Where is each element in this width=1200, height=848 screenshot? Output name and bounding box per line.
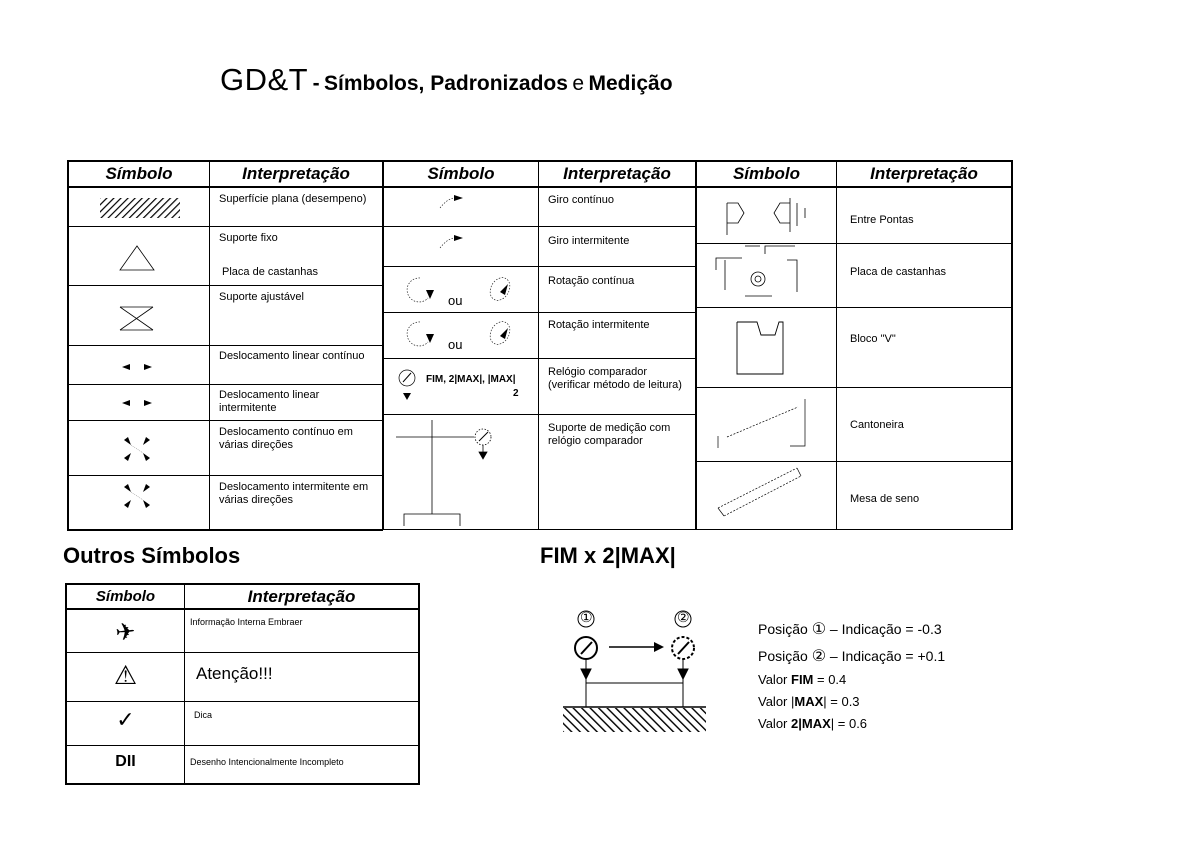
fim-line: Valor FIM = 0.4	[758, 672, 847, 687]
col1-row-text: Placa de castanhas	[222, 266, 319, 278]
col2-row-text: Relógio comparador (verificar método de leitura)	[548, 366, 682, 391]
or-label: ou	[448, 337, 463, 352]
col2-row-text: Rotação intermitente	[548, 319, 650, 331]
col1-header-interp: Interpretação	[242, 164, 350, 183]
airplane-icon: ✈	[114, 618, 137, 647]
other-symbols-heading: Outros Símbolos	[63, 543, 241, 568]
col1-row-text: Suporte ajustável	[219, 291, 304, 303]
dii-symbol: DII	[115, 753, 136, 770]
col1-row-text: Deslocamento linear intermitente	[219, 389, 320, 414]
or-label: ou	[448, 293, 463, 308]
col2-row-text: Suporte de medição com relógio comparador	[548, 422, 671, 447]
check-icon: ✓	[116, 707, 135, 732]
fim-line: Posição ① – Indicação = -0.3	[758, 621, 942, 638]
col2-row-text: Giro intermitente	[548, 235, 630, 247]
page-title: GD&T - Símbolos, Padronizados e Medição	[220, 62, 673, 97]
other-row-text: Desenho Intencionalmente Incompleto	[190, 757, 344, 767]
title-main: GD&T	[220, 62, 309, 97]
col1-row-text: Superfície plana (desempeno)	[219, 193, 367, 205]
fim-heading: FIM x 2|MAX|	[540, 543, 676, 568]
col2-row-text: Rotação contínua	[548, 275, 635, 287]
other-row-text: Atenção!!!	[196, 664, 273, 683]
col3-row-text: Cantoneira	[850, 419, 904, 431]
col3-header-interp: Interpretação	[870, 164, 978, 183]
other-row-text: Informação Interna Embraer	[190, 617, 303, 627]
fim-line: Posição ② – Indicação = +0.1	[758, 648, 946, 665]
col2-header-interp: Interpretação	[563, 164, 671, 183]
col2-row-text: Giro contínuo	[548, 194, 615, 206]
col3-row-text: Bloco "V"	[850, 333, 896, 345]
dial-label-2: 2	[513, 388, 519, 399]
warning-icon: ⚠	[113, 660, 138, 690]
col1-header-symbol: Símbolo	[105, 164, 173, 183]
col1-row-text: Deslocamento contínuo em várias direções	[219, 426, 353, 451]
col3-row-text: Entre Pontas	[850, 214, 914, 226]
dial-label: FIM, 2|MAX|, |MAX|	[426, 374, 516, 385]
other-row-text: Dica	[194, 710, 213, 720]
arrow-right-icon	[609, 642, 664, 652]
col1-row-text: Suporte fixo	[219, 232, 278, 244]
col1-row-text: Deslocamento linear contínuo	[219, 350, 365, 362]
other-header-interp: Interpretação	[247, 587, 356, 606]
col2-header-symbol: Símbolo	[427, 164, 495, 183]
col1-row-text: Deslocamento intermitente em várias direções	[219, 481, 369, 506]
fim-line: Valor 2|MAX| = 0.6	[758, 716, 868, 731]
col3-row-text: Mesa de seno	[850, 493, 920, 505]
other-header-symbol: Símbolo	[95, 588, 156, 605]
fim-line: Valor |MAX| = 0.3	[758, 694, 860, 709]
col3-row-text: Placa de castanhas	[850, 266, 947, 278]
pos2-number: ②	[677, 609, 690, 625]
surface-plate-icon	[563, 708, 706, 732]
pos1-number: ①	[580, 609, 593, 625]
col3-header-symbol: Símbolo	[732, 164, 801, 183]
